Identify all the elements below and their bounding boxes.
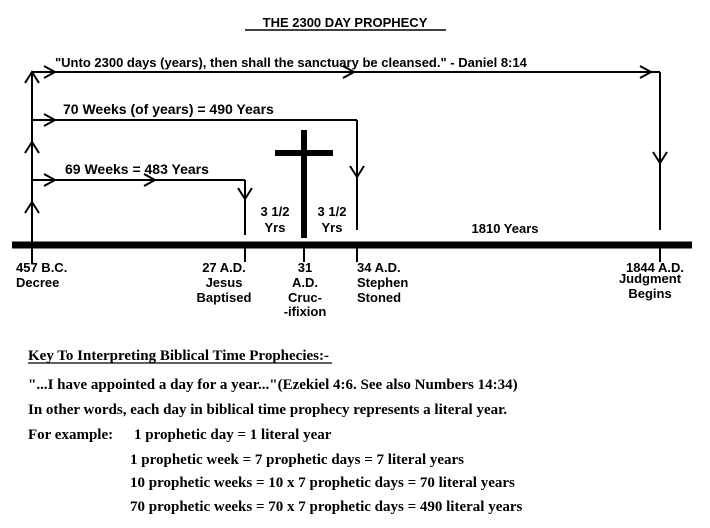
event-27ad-desc-1: Jesus [205, 275, 243, 290]
key-example-3: 10 prophetic weeks = 10 x 7 prophetic days = 70 literal years [130, 475, 515, 491]
remaining-years-label: 1810 Years [471, 221, 539, 236]
event-1844ad-date: 1844 A.D. [625, 260, 685, 275]
key-example-4: 70 prophetic weeks = 70 x 7 prophetic days = 490 literal years [130, 499, 523, 515]
event-34ad [357, 260, 408, 305]
event-457bc-date: 457 B.C. [16, 260, 68, 275]
key-section [28, 348, 523, 515]
event-34ad-date: 34 A.D. [357, 260, 401, 275]
event-34ad-desc-2: Stoned [357, 290, 402, 305]
half-week-1-amount: 3 1/2 [260, 204, 290, 219]
span-2300-label: "Unto 2300 days (years), then shall the sanctuary be cleansed." - Daniel 8:14 [55, 55, 527, 70]
key-example-2: 1 prophetic week = 7 prophetic days = 7 literal years [130, 452, 465, 468]
half-week-1-unit: Yrs [264, 220, 286, 235]
event-1844ad [619, 260, 684, 301]
event-31ad-era: A.D. [292, 275, 318, 290]
event-27ad-desc-2: Baptised [196, 290, 252, 305]
event-34ad-desc-1: Stephen [357, 275, 409, 290]
event-31ad-desc-2: -ifixion [283, 304, 327, 319]
half-week-2-amount: 3 1/2 [317, 204, 347, 219]
event-457bc-desc: Decree [16, 275, 60, 290]
span-69weeks-label: 69 Weeks = 483 Years [65, 161, 209, 177]
key-heading: Key To Interpreting Biblical Time Prophecies:- [28, 348, 329, 364]
event-27ad-date: 27 A.D. [202, 260, 246, 275]
event-1844ad-desc-2: Begins [628, 286, 672, 301]
event-31ad [284, 260, 327, 319]
span-70weeks-label: 70 Weeks (of years) = 490 Years [63, 101, 274, 117]
diagram-title: THE 2300 DAY PROPHECY [262, 15, 428, 30]
event-457bc [16, 260, 67, 290]
key-explanation: In other words, each day in biblical time prophecy represents a literal year. [28, 402, 508, 418]
key-example-label: For example: [28, 427, 114, 443]
key-quote: "...I have appointed a day for a year..."(Ezekiel 4:6. See also Numbers 14:34) [28, 377, 518, 393]
cross-icon [301, 130, 307, 238]
event-31ad-desc-1: Cruc- [288, 290, 322, 305]
event-1844ad-desc-1: Judgment [618, 271, 682, 286]
cross-beam [275, 150, 333, 156]
half-week-2-unit: Yrs [321, 220, 343, 235]
event-27ad [197, 260, 252, 305]
key-example-1: 1 prophetic day = 1 literal year [134, 427, 332, 443]
event-31ad-year: 31 [297, 260, 313, 275]
